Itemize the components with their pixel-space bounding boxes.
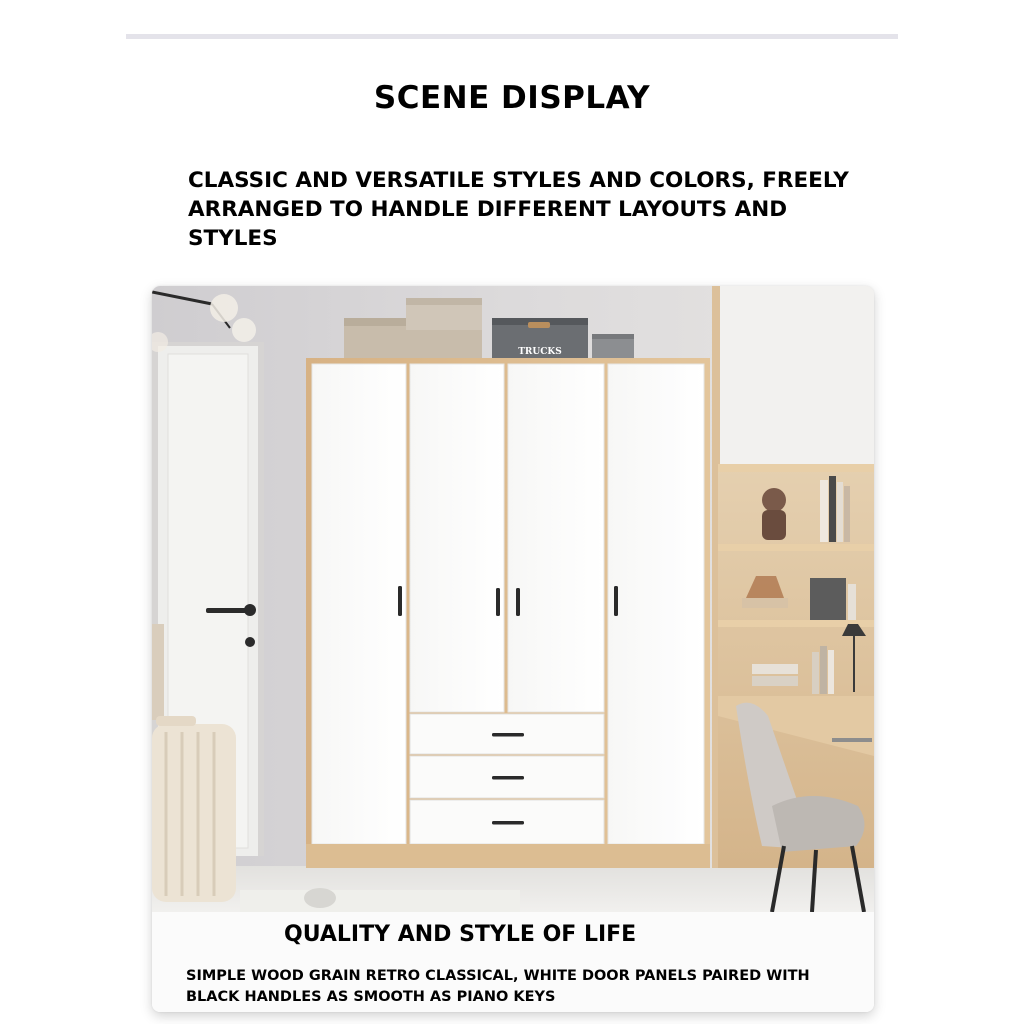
- wardrobe: [306, 358, 710, 868]
- drawer-handle: [492, 733, 524, 737]
- page-title: SCENE DISPLAY: [373, 80, 651, 116]
- scene-photo: [152, 286, 874, 912]
- box-label: TRUCKS: [518, 347, 562, 357]
- caption-text: SIMPLE WOOD GRAIN RETRO CLASSICAL, WHITE DOOR PANELS PAIRED WITH BLACK HANDLES AS SMOOTH AS PIANO KEYS: [186, 968, 810, 1005]
- wardrobe-door: [410, 364, 504, 712]
- door-handle: [516, 588, 520, 616]
- upper-cabinet: [720, 286, 874, 466]
- caption-panel: [152, 912, 874, 1012]
- door-handle: [398, 586, 402, 616]
- wardrobe-door: [508, 364, 604, 712]
- top-divider: [126, 34, 898, 39]
- wardrobe-door: [608, 364, 704, 844]
- intro-text: CLASSIC AND VERSATILE STYLES AND COLORS, FREELY ARRANGED TO HANDLE DIFFERENT LAYOUTS AND STYLES: [188, 168, 849, 251]
- drawer-handle: [492, 776, 524, 780]
- drawer-handle: [492, 821, 524, 825]
- rug: [240, 890, 520, 912]
- door-handle: [614, 586, 618, 616]
- scene-card: [152, 286, 874, 1012]
- door-handle: [496, 588, 500, 616]
- caption-title: QUALITY AND STYLE OF LIFE: [284, 922, 637, 947]
- wardrobe-door: [312, 364, 406, 844]
